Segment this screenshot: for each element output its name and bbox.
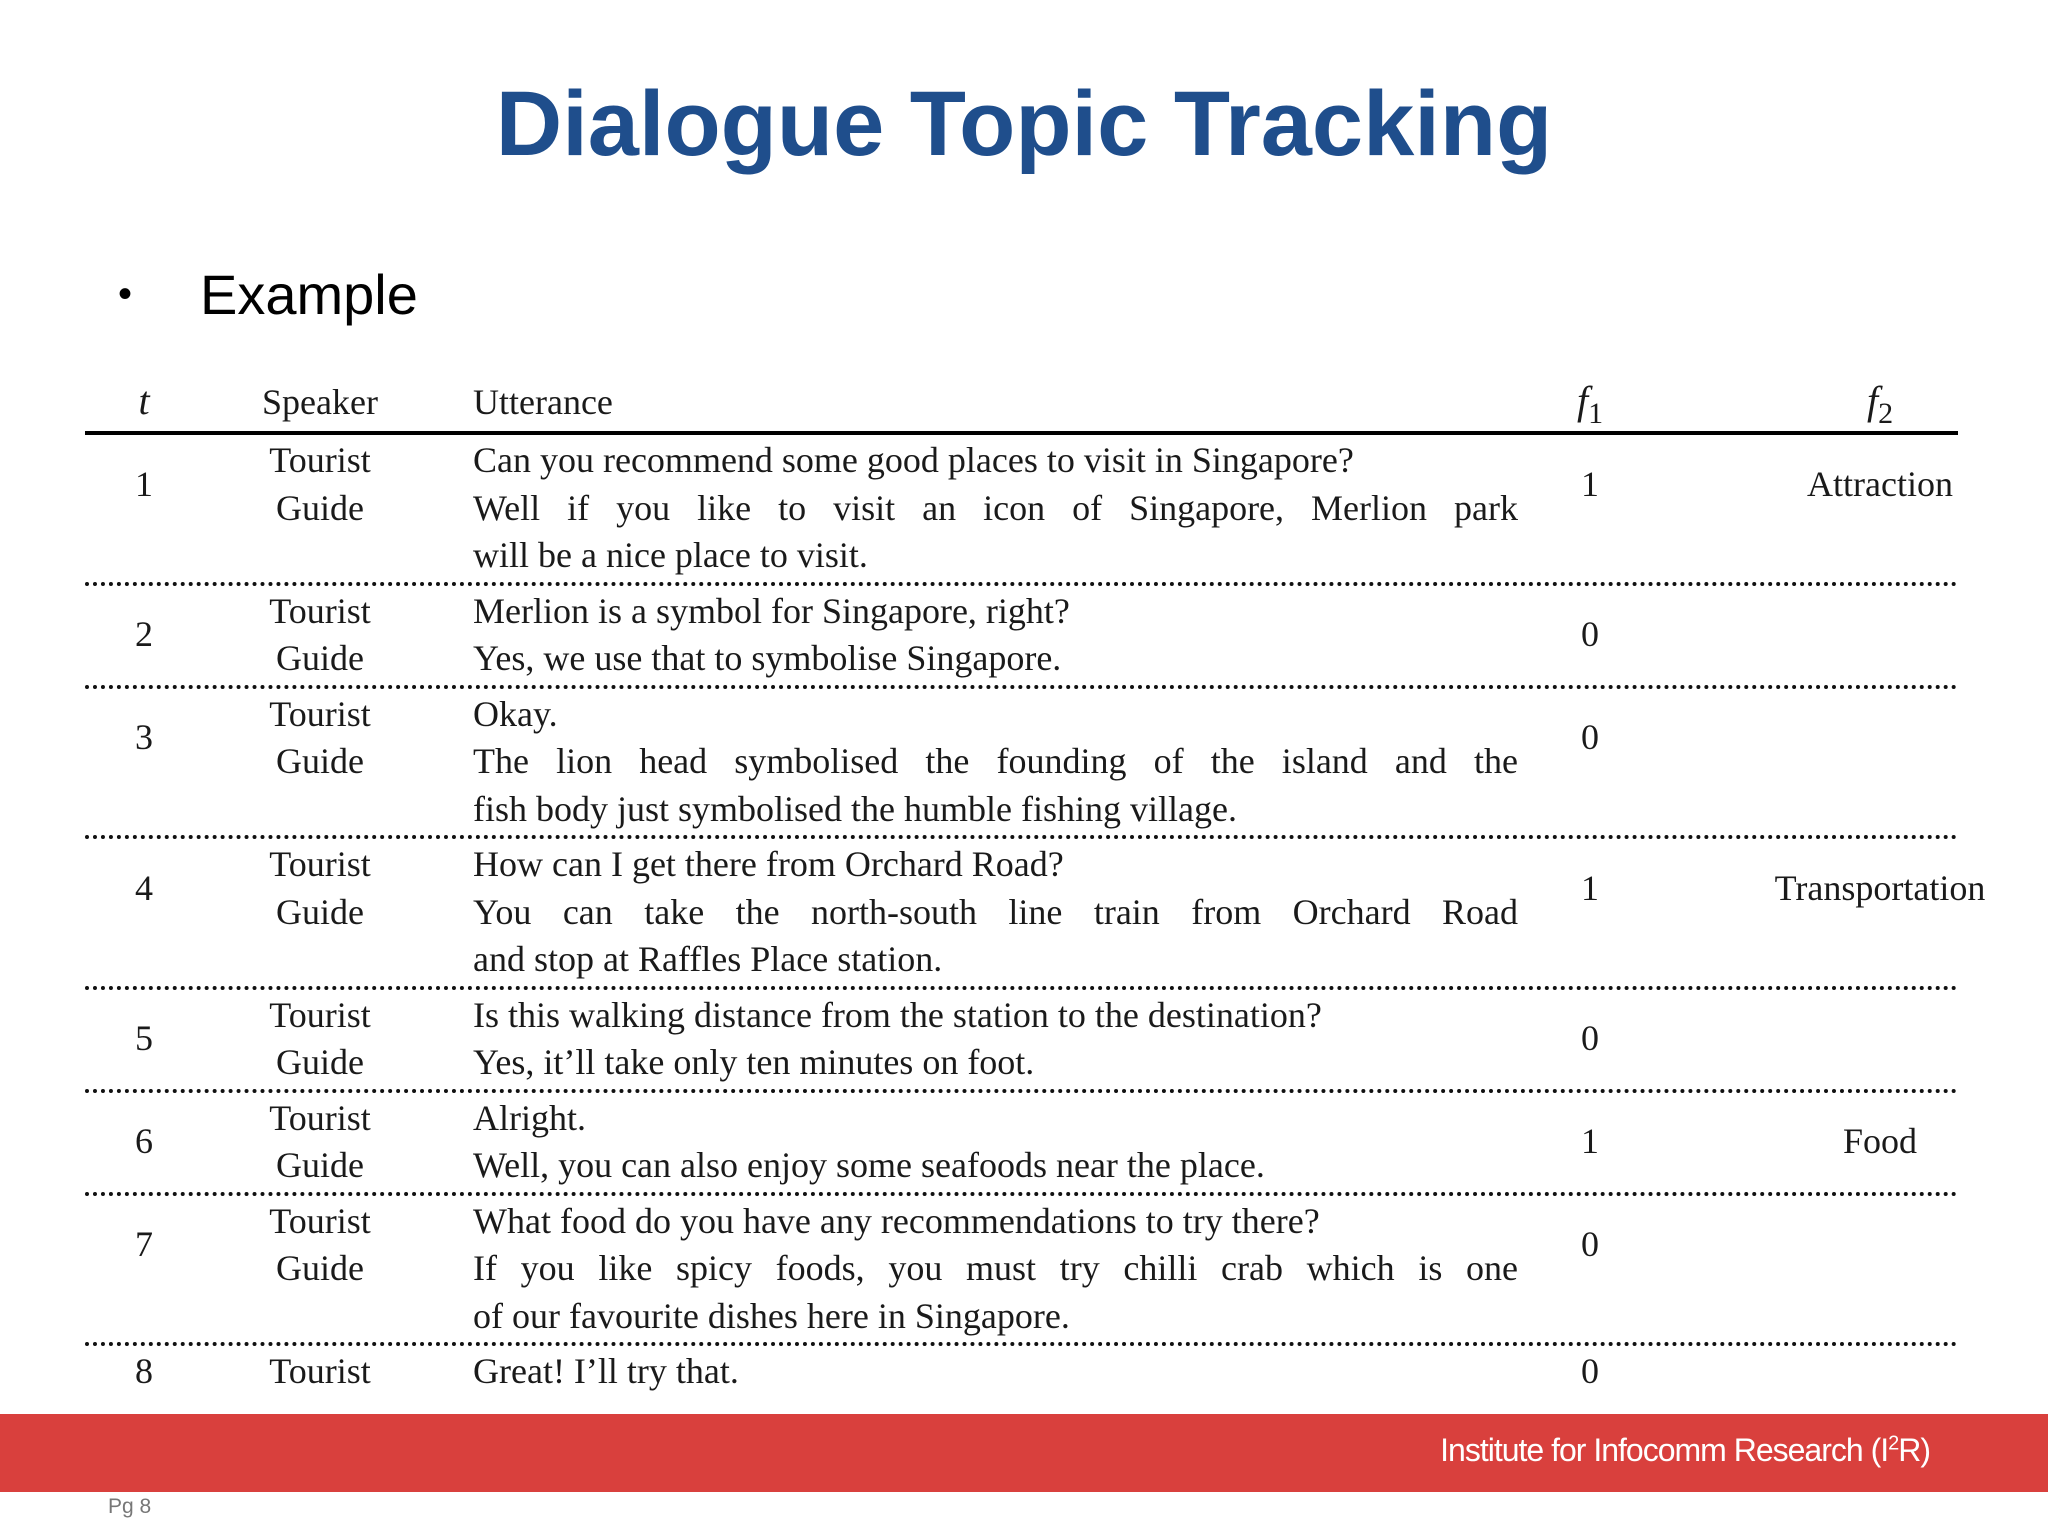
- row-t: 3: [135, 717, 153, 758]
- row-t: 7: [135, 1224, 153, 1265]
- utterance-line: Merlion is a symbol for Singapore, right?: [473, 590, 1070, 631]
- utterance-line: You can take the north-south line train from Orchard Road: [473, 891, 1518, 932]
- row-utterance: [473, 1095, 1265, 1190]
- row-utterance: [473, 1198, 1518, 1341]
- header-f1-base: f: [1576, 378, 1589, 423]
- utterance-line: Yes, we use that to symbolise Singapore.: [473, 638, 1062, 678]
- bullet-text: Example: [200, 263, 418, 326]
- utterance-line: Well, you can also enjoy some seafoods near the place.: [473, 1145, 1265, 1185]
- row-f1: 0: [1581, 1018, 1599, 1059]
- utterance-line: The lion head symbolised the founding of the island and the: [473, 741, 1518, 781]
- row-t: 2: [135, 614, 153, 655]
- slide-title: Dialogue Topic Tracking: [495, 73, 1553, 175]
- row-utterance: [473, 588, 1070, 683]
- header-f2: [1695, 377, 2048, 431]
- institute-sup: 2: [1888, 1432, 1899, 1455]
- table-row: [85, 1346, 1958, 1398]
- speaker-label: Tourist: [269, 844, 371, 884]
- page-number: Pg 8: [108, 1495, 152, 1518]
- table-header: [85, 375, 1958, 435]
- row-f1: 0: [1581, 1351, 1599, 1391]
- row-t: 4: [135, 867, 153, 908]
- header-f1: [1505, 377, 1675, 431]
- speaker-label: Guide: [276, 1042, 364, 1082]
- institute-suffix: R): [1898, 1432, 1930, 1468]
- utterance-line: Great! I’ll try that.: [473, 1351, 739, 1391]
- row-f1: 0: [1581, 614, 1599, 655]
- speaker-label: Guide: [276, 487, 364, 528]
- row-speakers: [240, 437, 400, 532]
- row-f2: Transportation: [1774, 867, 1986, 908]
- row-speakers: [240, 992, 400, 1087]
- table-row: [85, 1093, 1958, 1196]
- header-f2-sub: 2: [1878, 397, 1894, 430]
- header-t: t: [138, 378, 150, 423]
- speaker-label: Guide: [276, 741, 364, 781]
- utterance-line: and stop at Raffles Place station.: [473, 939, 943, 979]
- row-f1: 0: [1581, 717, 1599, 758]
- table-row: [85, 839, 1986, 990]
- row-t: 5: [135, 1018, 153, 1059]
- row-speakers: [240, 691, 400, 786]
- row-speakers: [240, 1095, 400, 1190]
- table-row: [85, 689, 1958, 840]
- dialogue-table: [85, 375, 1986, 1398]
- row-f2: Attraction: [1807, 463, 1953, 504]
- row-f1: 1: [1581, 867, 1599, 908]
- bullet-item: [118, 262, 418, 327]
- institute-logo-text: [1440, 1432, 1930, 1469]
- institute-prefix: Institute for Infocomm Research (I: [1440, 1432, 1889, 1468]
- row-speakers: [240, 588, 400, 683]
- row-utterance: [473, 437, 1518, 580]
- row-t: 8: [135, 1351, 153, 1391]
- row-f1: 0: [1581, 1224, 1599, 1265]
- utterance-line: Yes, it’ll take only ten minutes on foot.: [473, 1042, 1035, 1082]
- speaker-label: Tourist: [269, 590, 371, 631]
- speaker-label: Tourist: [269, 693, 371, 734]
- utterance-line: What food do you have any recommendations to try there?: [473, 1200, 1320, 1241]
- speaker-label: Guide: [276, 1248, 364, 1288]
- table-row: [85, 990, 1958, 1093]
- utterance-line: of our favourite dishes here in Singapore.: [473, 1295, 1070, 1336]
- row-f1: 1: [1581, 463, 1599, 504]
- row-f1: 1: [1581, 1121, 1599, 1162]
- row-t: 6: [135, 1121, 153, 1162]
- utterance-line: fish body just symbolised the humble fishing village.: [473, 788, 1237, 829]
- speaker-label: Tourist: [269, 1200, 371, 1241]
- row-t: 1: [135, 463, 153, 504]
- speaker-label: Guide: [276, 891, 364, 932]
- speaker-label: Tourist: [269, 1097, 371, 1138]
- utterance-line: Can you recommend some good places to visit in Singapore?: [473, 440, 1354, 480]
- speaker-label: Guide: [276, 638, 364, 678]
- table-row: [85, 435, 1958, 586]
- row-utterance: [473, 841, 1518, 984]
- speaker-label: Tourist: [269, 440, 371, 480]
- row-speakers: [240, 841, 400, 936]
- utterance-line: Alright.: [473, 1097, 586, 1138]
- bullet-dot-icon: •: [118, 272, 133, 316]
- utterance-line: How can I get there from Orchard Road?: [473, 844, 1064, 884]
- utterance-line: Okay.: [473, 693, 558, 734]
- utterance-line: If you like spicy foods, you must try chilli crab which is one: [473, 1248, 1518, 1288]
- row-f2: Food: [1842, 1121, 1918, 1162]
- header-f1-sub: 1: [1588, 397, 1604, 430]
- utterance-line: Is this walking distance from the station to the destination?: [473, 994, 1322, 1035]
- utterance-line: Well if you like to visit an icon of Singapore, Merlion park: [473, 487, 1518, 528]
- speaker-label: Guide: [276, 1145, 364, 1185]
- table-body: [85, 435, 1986, 1398]
- row-utterance: [473, 992, 1322, 1087]
- table-row: [85, 1196, 1958, 1347]
- speaker-label: Tourist: [269, 1351, 371, 1391]
- row-speakers: [240, 1198, 400, 1293]
- header-speaker: Speaker: [262, 382, 378, 422]
- row-utterance: [473, 1348, 739, 1396]
- speaker-label: Tourist: [269, 994, 371, 1035]
- header-utterance: Utterance: [473, 382, 613, 422]
- row-utterance: [473, 691, 1518, 834]
- header-f2-base: f: [1866, 378, 1879, 423]
- utterance-line: will be a nice place to visit.: [473, 535, 868, 575]
- footer-bar: [0, 1414, 2048, 1492]
- row-speakers: [240, 1348, 400, 1396]
- table-row: [85, 586, 1958, 689]
